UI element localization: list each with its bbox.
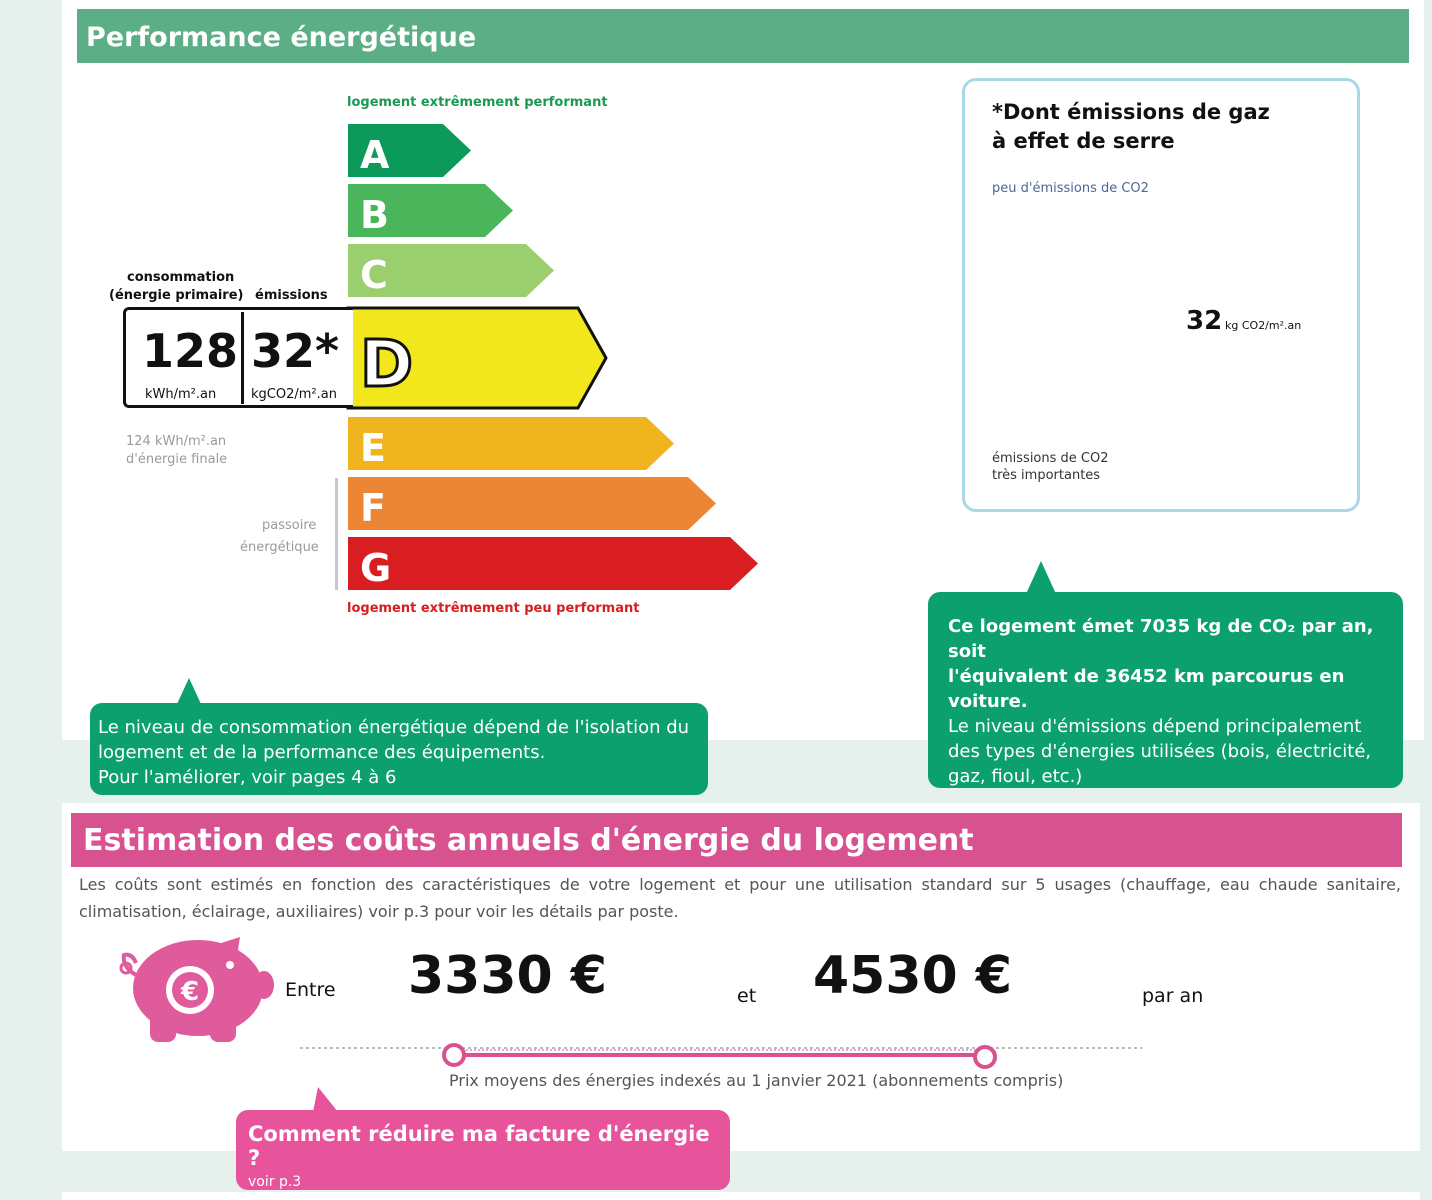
and-label: et (737, 985, 757, 1007)
price-note: Prix moyens des énergies indexés au 1 janvier 2021 (abonnements compris) (449, 1071, 1064, 1090)
reduce-bill-bubble[interactable] (236, 1110, 730, 1190)
co2-unit: kg CO2/m².an (1225, 319, 1302, 332)
reduce-bill-title: Comment réduire ma facture d'énergie ? (248, 1122, 710, 1170)
reduce-bill-link[interactable]: voir p.3 (248, 1174, 302, 1190)
between-label: Entre (285, 979, 336, 1001)
consumption-unit: kWh/m².an (145, 387, 217, 402)
energy-class-letter-f: F (360, 486, 386, 530)
piggy-bank-euro-icon (121, 937, 274, 1042)
co2-box-title: *Dont émissions de gaz à effet de serre (992, 100, 1270, 153)
passoire-label-2: énergétique (240, 540, 319, 555)
consumption-sub-label: (énergie primaire) (109, 288, 244, 303)
reduce-bubble-pointer (313, 1087, 338, 1112)
scale-bottom-label: logement extrêmement peu performant (347, 601, 640, 616)
per-year-label: par an (1142, 985, 1204, 1007)
co2-value: 32 (1186, 306, 1223, 336)
costs-title: Estimation des coûts annuels d'énergie du logement (83, 823, 974, 858)
costs-header (71, 813, 1402, 867)
energy-class-arrow-f (348, 477, 716, 530)
energy-performance-title: Performance énergétique (86, 22, 477, 53)
emissions-unit: kgCO2/m².an (251, 387, 337, 402)
energy-class-letter-c: C (360, 253, 388, 297)
energy-class-arrow-e (348, 417, 674, 470)
emissions-info-bubble: Ce logement émet 7035 kg de CO₂ par an, soit l'équivalent de 36452 km parcourus en voiture. Le niveau d'émissions dépend principalement des types d'énergies utilisées (bois, électricité, gaz, fioul, etc.) (928, 592, 1403, 788)
energy-class-letter-b: B (360, 193, 389, 237)
min-cost: 3330 € (408, 946, 608, 1006)
consumption-info-bubble: Le niveau de consommation énergétique dépend de l'isolation du logement et de la performance des équipements. Pour l'améliorer, voir pages 4 à 6 (90, 703, 708, 795)
co2-bottom-label: émissions de CO2 très importantes (992, 451, 1109, 483)
emissions-bubble-pointer (1026, 561, 1056, 594)
consumption-bubble-pointer (177, 678, 201, 704)
co2-top-label: peu d'émissions de CO2 (992, 181, 1149, 196)
final-energy-value: 124 kWh/m².an (126, 434, 227, 449)
consumption-value: 128 (142, 324, 239, 378)
energy-class-letter-g: G (360, 546, 392, 590)
emissions-value: 32* (251, 324, 340, 378)
consumption-label: consommation (127, 270, 235, 285)
final-energy-label: d'énergie finale (126, 452, 228, 467)
cost-max-handle (975, 1047, 995, 1067)
svg-text:€: € (180, 977, 200, 1007)
energy-class-letter-a: A (360, 133, 390, 177)
energy-class-letter-e: E (360, 426, 386, 470)
emissions-label: émissions (255, 288, 328, 303)
max-cost: 4530 € (813, 946, 1013, 1006)
costs-description: Les coûts sont estimés en fonction des caractéristiques de votre logement et pour une utilisation standard sur 5 usages (chauffage, eau chaude sanitaire, climatisation, éclairage, auxiliaires) voir p.3 pour voir les détails par poste. (79, 875, 1401, 921)
scale-top-label: logement extrêmement performant (347, 95, 608, 110)
energy-class-arrow-g (348, 537, 758, 590)
cost-min-handle (444, 1045, 464, 1065)
energy-class-letter-d: D (360, 328, 414, 402)
passoire-label-1: passoire (262, 518, 317, 533)
